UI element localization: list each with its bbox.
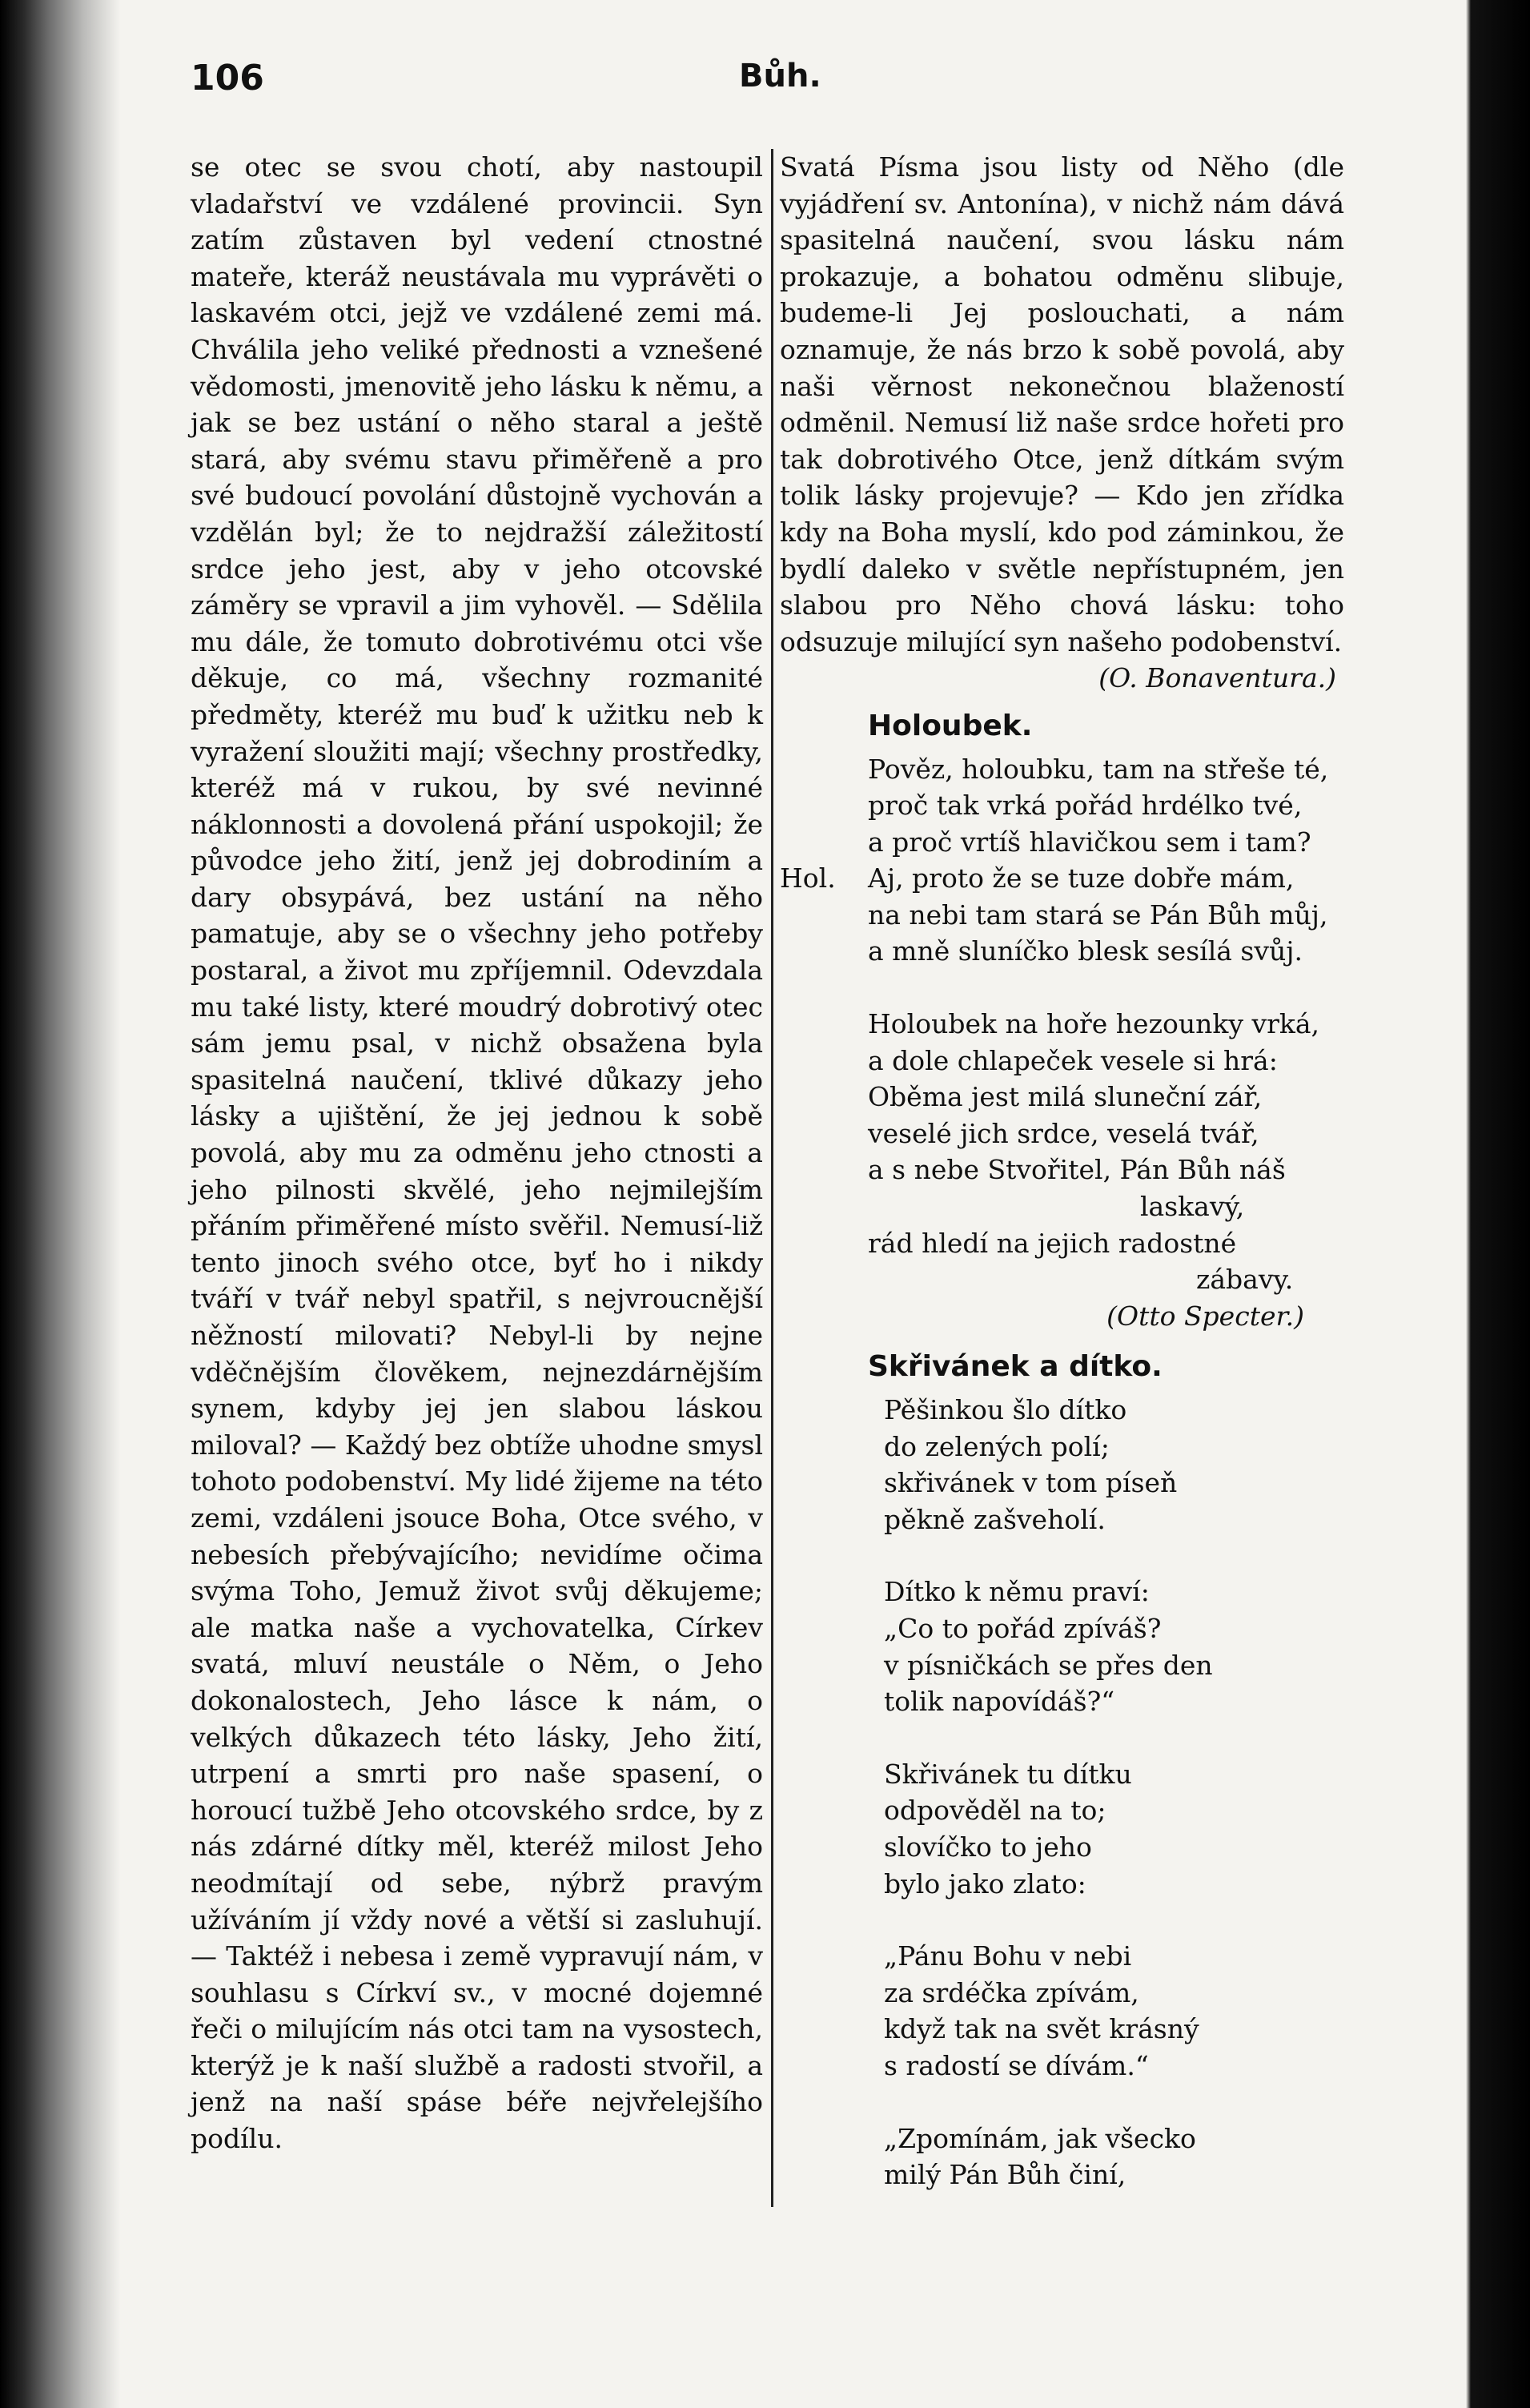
poem-second-stanza xyxy=(780,1006,1344,1298)
poem-line: Aj, proto že se tuze dobře mám, xyxy=(868,862,1295,894)
poem-line: „Zpomínám, jak všecko xyxy=(884,2122,1196,2154)
poem-line: do zelených polí; xyxy=(884,1430,1110,1462)
poem-line: Holoubek na hoře hezounky vrká, xyxy=(868,1008,1320,1040)
poem-line: Skřivánek tu dítku xyxy=(884,1758,1132,1790)
poem-intro-stanza xyxy=(780,751,1344,861)
poem-line-continuation: zábavy. xyxy=(1196,1264,1294,1296)
poem-title-skrivanek: Skřivánek a dítko. xyxy=(868,1350,1163,1384)
running-head: Bůh. xyxy=(739,58,821,94)
poem-line: milý Pán Bůh činí, xyxy=(884,2159,1126,2191)
poem-line: v písničkách se přes den xyxy=(884,1649,1213,1681)
poem-holoubek xyxy=(780,751,1344,1335)
poem-line: „Pánu Bohu v nebi xyxy=(884,1940,1132,1972)
poem-line: slovíčko to jeho xyxy=(884,1831,1092,1863)
left-column-text: se otec se svou chotí, aby nastoupil vladařství ve vzdálené provincii. Syn zatím zůstaven byl vedení ctnostné mateře, kteráž neustávala mu vyprávěti o laskavém otci, jejž ve vzdálené zemi má. Chválila jeho veliké přednosti a vznešené vědomosti, jmenovitě jeho lásku k němu, a jak se bez ustání o něho staral a ještě stará, aby svému stavu přiměřeně a pro své budoucí povolání důstojně vychován a vzdělán byl; že to nejdražší záležitostí srdce jeho jest, aby v jeho otcovské záměry se vpravil a jim vyhověl. — Sdělila mu dále, že tomuto dobrotivému otci vše děkuje, co má, všechny rozmanité předměty, kteréž mu buď k užitku neb k vyražení sloužiti mají; všechny prostředky, kteréž má v rukou, by své nevinné náklonnosti a dovolená přání uspokojil; že původce jeho žití, jenž jej dobrodiním a dary obsypává, bez ustání na něho pamatuje, aby se o všechny jeho potřeby postaral, a život mu zpříjemnil. Odevzdala mu také listy, které moudrý dobrotivý otec sám jemu psal, v nichž obsažena byla spasitelná naučení, tklivé důkazy jeho lásky a ujištění, že jej jednou k sobě povolá, aby mu za odměnu jeho ctnosti a jeho pilnosti skvělé, jeho nejmilejším přáním přiměřené místo svěřil. Nemusí-liž tento jinoch svého otce, byť ho i nikdy tváří v tvář nebyl spatřil, s nejvroucnější něžností milovati? Nebyl-li by nejne vděčnějším člověkem, nejnezdárnějším synem, kdyby jej jen slabou láskou miloval? — Každý bez obtíže uhodne smysl tohoto podobenství. My lidé žijeme na této zemi, vzdáleni jsouce Boha, Otce svého, v nebesích přebývajícího; nevidíme očima svýma Toho, Jemuž život svůj děkujeme; ale matka naše a vychovatelka, Církev svatá, mluví neustále o Něm, o Jeho dokonalostech, Jeho lásce k nám, o velkých důkazech této lásky, Jeho žití, utrpení a smrti pro naše spasení, o horoucí tužbě Jeho otcovského srdce, by z nás zdárné dítky měl, kteréž milost Jeho neodmítají od sebe, nýbrž pravým užíváním jí vždy nové a větší si zasluhují. — Taktéž i nebesa i země vypravují nám, v souhlasu s Církví sv., v mocné dojemné řeči o milujícím nás otci tam na vysostech, kterýž je k naší službě a radosti stvořil, a jenž na naší spáse béře nejvřelejšího podílu. xyxy=(191,151,763,2155)
poem-title-holoubek: Holoubek. xyxy=(868,709,1033,742)
poem-line: rád hledí na jejich radostné xyxy=(868,1227,1237,1259)
poem-line: „Co to pořád zpíváš? xyxy=(884,1612,1162,1644)
poem-line: a s nebe Stvořitel, Pán Bůh náš xyxy=(868,1154,1286,1186)
poem-stanza xyxy=(884,1392,1344,1538)
column-divider xyxy=(771,149,773,2207)
poem-line: odpověděl na to; xyxy=(884,1795,1106,1827)
poem-line: s radostí se dívám.“ xyxy=(884,2049,1149,2081)
poem-stanza xyxy=(884,1574,1344,1719)
poem-line: Pěšinkou šlo dítko xyxy=(884,1394,1127,1425)
poem-stanza xyxy=(884,1756,1344,1902)
poem-line: veselé jich srdce, veselá tvář, xyxy=(868,1117,1259,1149)
poem-line: bylo jako zlato: xyxy=(884,1867,1086,1899)
poem-line-continuation: laskavý, xyxy=(1140,1191,1245,1223)
poem-stanza xyxy=(884,2121,1344,2193)
page-number: 106 xyxy=(191,58,264,98)
poem-line: skřivánek v tom píseň xyxy=(884,1467,1178,1499)
page-header xyxy=(191,58,1375,106)
poem-line: proč tak vrká pořád hrdélko tvé, xyxy=(868,790,1303,822)
poem-line: a proč vrtíš hlavičkou sem i tam? xyxy=(868,826,1311,858)
poem-reply-stanza xyxy=(780,860,1344,970)
poem-line: Oběma jest milá sluneční zář, xyxy=(868,1081,1263,1113)
poem-line: za srdéčka zpívám, xyxy=(884,1976,1139,2008)
poem-line: když tak na svět krásný xyxy=(884,2013,1199,2045)
poem-line: Pověz, holoubku, tam na střeše té, xyxy=(868,753,1329,785)
poem-line: a dole chlapeček vesele si hrá: xyxy=(868,1044,1278,1076)
poem-attribution: (Otto Specter.) xyxy=(1106,1300,1304,1332)
prose-attribution: (O. Bonaventura.) xyxy=(1098,662,1336,694)
right-column xyxy=(780,149,1344,2193)
speaker-label: Hol. xyxy=(780,862,836,894)
page-edge-shadow-right xyxy=(1466,0,1530,2408)
poem-stanza xyxy=(884,1938,1344,2084)
poem-line: tolik napovídáš?“ xyxy=(884,1686,1115,1718)
poem-skrivanek xyxy=(780,1392,1344,2193)
right-column-prose: Svatá Písma jsou listy od Něho (dle vyjádření sv. Antonína), v nichž nám dává spasitelná naučení, svou lásku nám prokazuje, a bohatou odměnu slibuje, budeme-li Jej poslouchati, a nám oznamuje, že nás brzo k sobě povolá, aby naši věrnost nekonečnou blažeností odměnil. Nemusí liž naše srdce hořeti pro tak dobrotivého Otce, jenž dítkám svým tolik lásky projevuje? — Kdo jen zřídka kdy na Boha myslí, kdo pod záminkou, že bydlí daleko v světle nepřístupném, jen slabou pro Něho chová lásku: toho odsuzuje milující syn našeho podobenství. xyxy=(780,151,1344,657)
page-edge-shadow-left xyxy=(0,0,120,2408)
poem-line: pěkně zašveholí. xyxy=(884,1503,1106,1535)
poem-line: na nebi tam stará se Pán Bůh můj, xyxy=(868,898,1328,931)
poem-line: a mně sluníčko blesk sesílá svůj. xyxy=(868,935,1303,967)
poem-line: Dítko k němu praví: xyxy=(884,1576,1150,1608)
